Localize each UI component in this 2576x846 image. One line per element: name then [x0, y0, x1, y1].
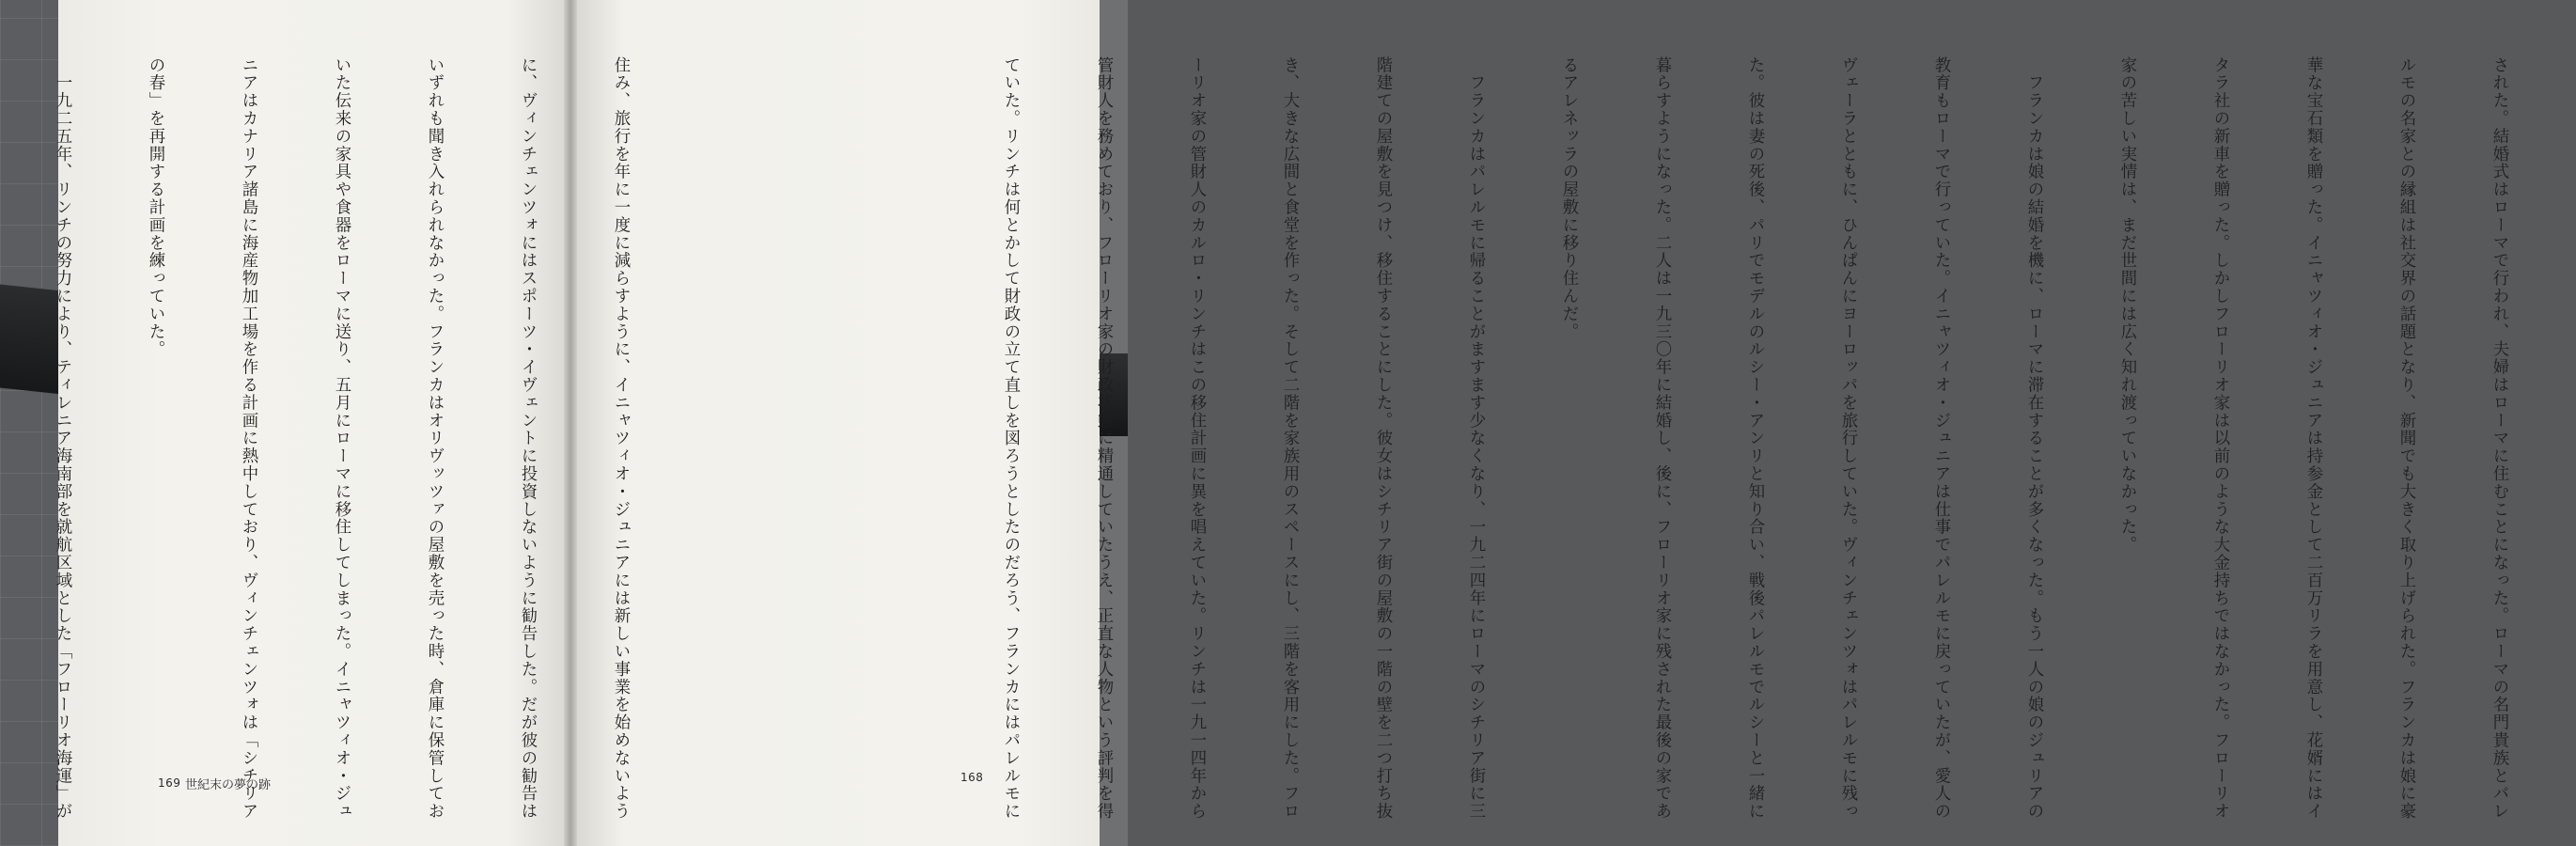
text-line: き、大きな広間と食堂を作った。そして二階を家族用のスペースにし、三階を客用にした。フロ [1280, 56, 1299, 821]
text-line: いずれも聞き入れられなかった。フランカはオリヴッツァの屋敷を売った時、倉庫に保管してお [425, 56, 444, 821]
text-line: ていた。リンチは何とかして財政の立て直しを図ろうとしたのだろう、フランカにはパレルモに [1001, 56, 1020, 821]
text-line: 華な宝石類を贈った。イニャツィオ・ジュニアは持参金として二百万リラを用意し、花婿にはイ [2303, 56, 2322, 821]
text-line: された。結婚式はローマで行われ、夫婦はローマに住むことになった。ローマの名門貴族とパレ [2490, 56, 2508, 821]
text-line: 住み、旅行を年に一度に減らすように、イニャツィオ・ジュニアには新しい事業を始めないよう [611, 56, 630, 821]
text-line: 一九二五年、リンチの努力により、ティレニア海南部を就航区域とした「フローリオ海運」が [53, 56, 71, 821]
left-page-text [0, 56, 697, 821]
text-line: ルモの名家との縁組は社交界の話題となり、新聞でも大きく取り上げられた。フランカは娘に豪 [2396, 56, 2415, 821]
text-line: ヴェーラとともに、ひんぱんにヨーロッパを旅行していた。ヴィンチェンツォはパレルモに残っ [1838, 56, 1857, 821]
text-line: 階建ての屋敷を見つけ、移住することにした。彼女はシチリア街の屋敷の一階の壁を二つ打ち抜 [1373, 56, 1392, 821]
text-line: た。彼は妻の死後、パリでモデルのルシー・アンリと知り合い、戦後パレルモでルシーと一緒に [1745, 56, 1764, 821]
text-line: 暮らすようになった。二人は一九三〇年に結婚し、後に、フローリオ家に残された最後の家であ [1652, 56, 1671, 821]
text-line: ーリオ家の管財人のカルロ・リンチはこの移住計画に異を唱えていた。リンチは一九一四年から [1187, 56, 1206, 821]
text-line: いた伝来の家具や食器をローマに送り、五月にローマに移住してしまった。イニャツィオ・ジュ [332, 56, 351, 821]
text-line: ニアはカナリア諸島に海産物加工場を作る計画に熱中しており、ヴィンチェンツォは「シチリア [239, 56, 258, 821]
text-line: 管財人を務めており、フローリオ家の財政状態に精通していたうえ、正直な人物という評判を得 [1094, 56, 1113, 821]
right-page-number: 168 [960, 771, 984, 784]
text-line: に、ヴィンチェンツォにはスポーツ・イヴェントに投資しないように勧告した。だが彼の勧告は [518, 56, 537, 821]
text-line: フランカはパレルモに帰ることがますます少なくなり、一九二四年にローマのシチリア街に三 [1466, 56, 1485, 821]
text-line: の春」を再開する計画を練っていた。 [146, 56, 164, 359]
left-page-number: 169 [158, 776, 181, 790]
running-title: 世紀末の夢の跡 [185, 778, 272, 792]
text-line: るアレネッラの屋敷に移り住んだ。 [1559, 56, 1578, 341]
text-line: タラ社の新車を贈った。しかしフローリオ家は以前のような大金持ちではなかった。フローリオ [2210, 56, 2229, 821]
text-line: フランカは娘の結婚を機に、ローマに滞在することが多くなった。もう一人の娘のジュリアの [2024, 56, 2043, 821]
text-line: 家の苦しい実情は、まだ世間には広く知れ渡っていなかった。 [2117, 56, 2136, 555]
text-line: 教育もローマで行っていた。イニャツィオ・ジュニアは仕事でパレルモに戻っていたが、愛人の [1931, 56, 1950, 821]
